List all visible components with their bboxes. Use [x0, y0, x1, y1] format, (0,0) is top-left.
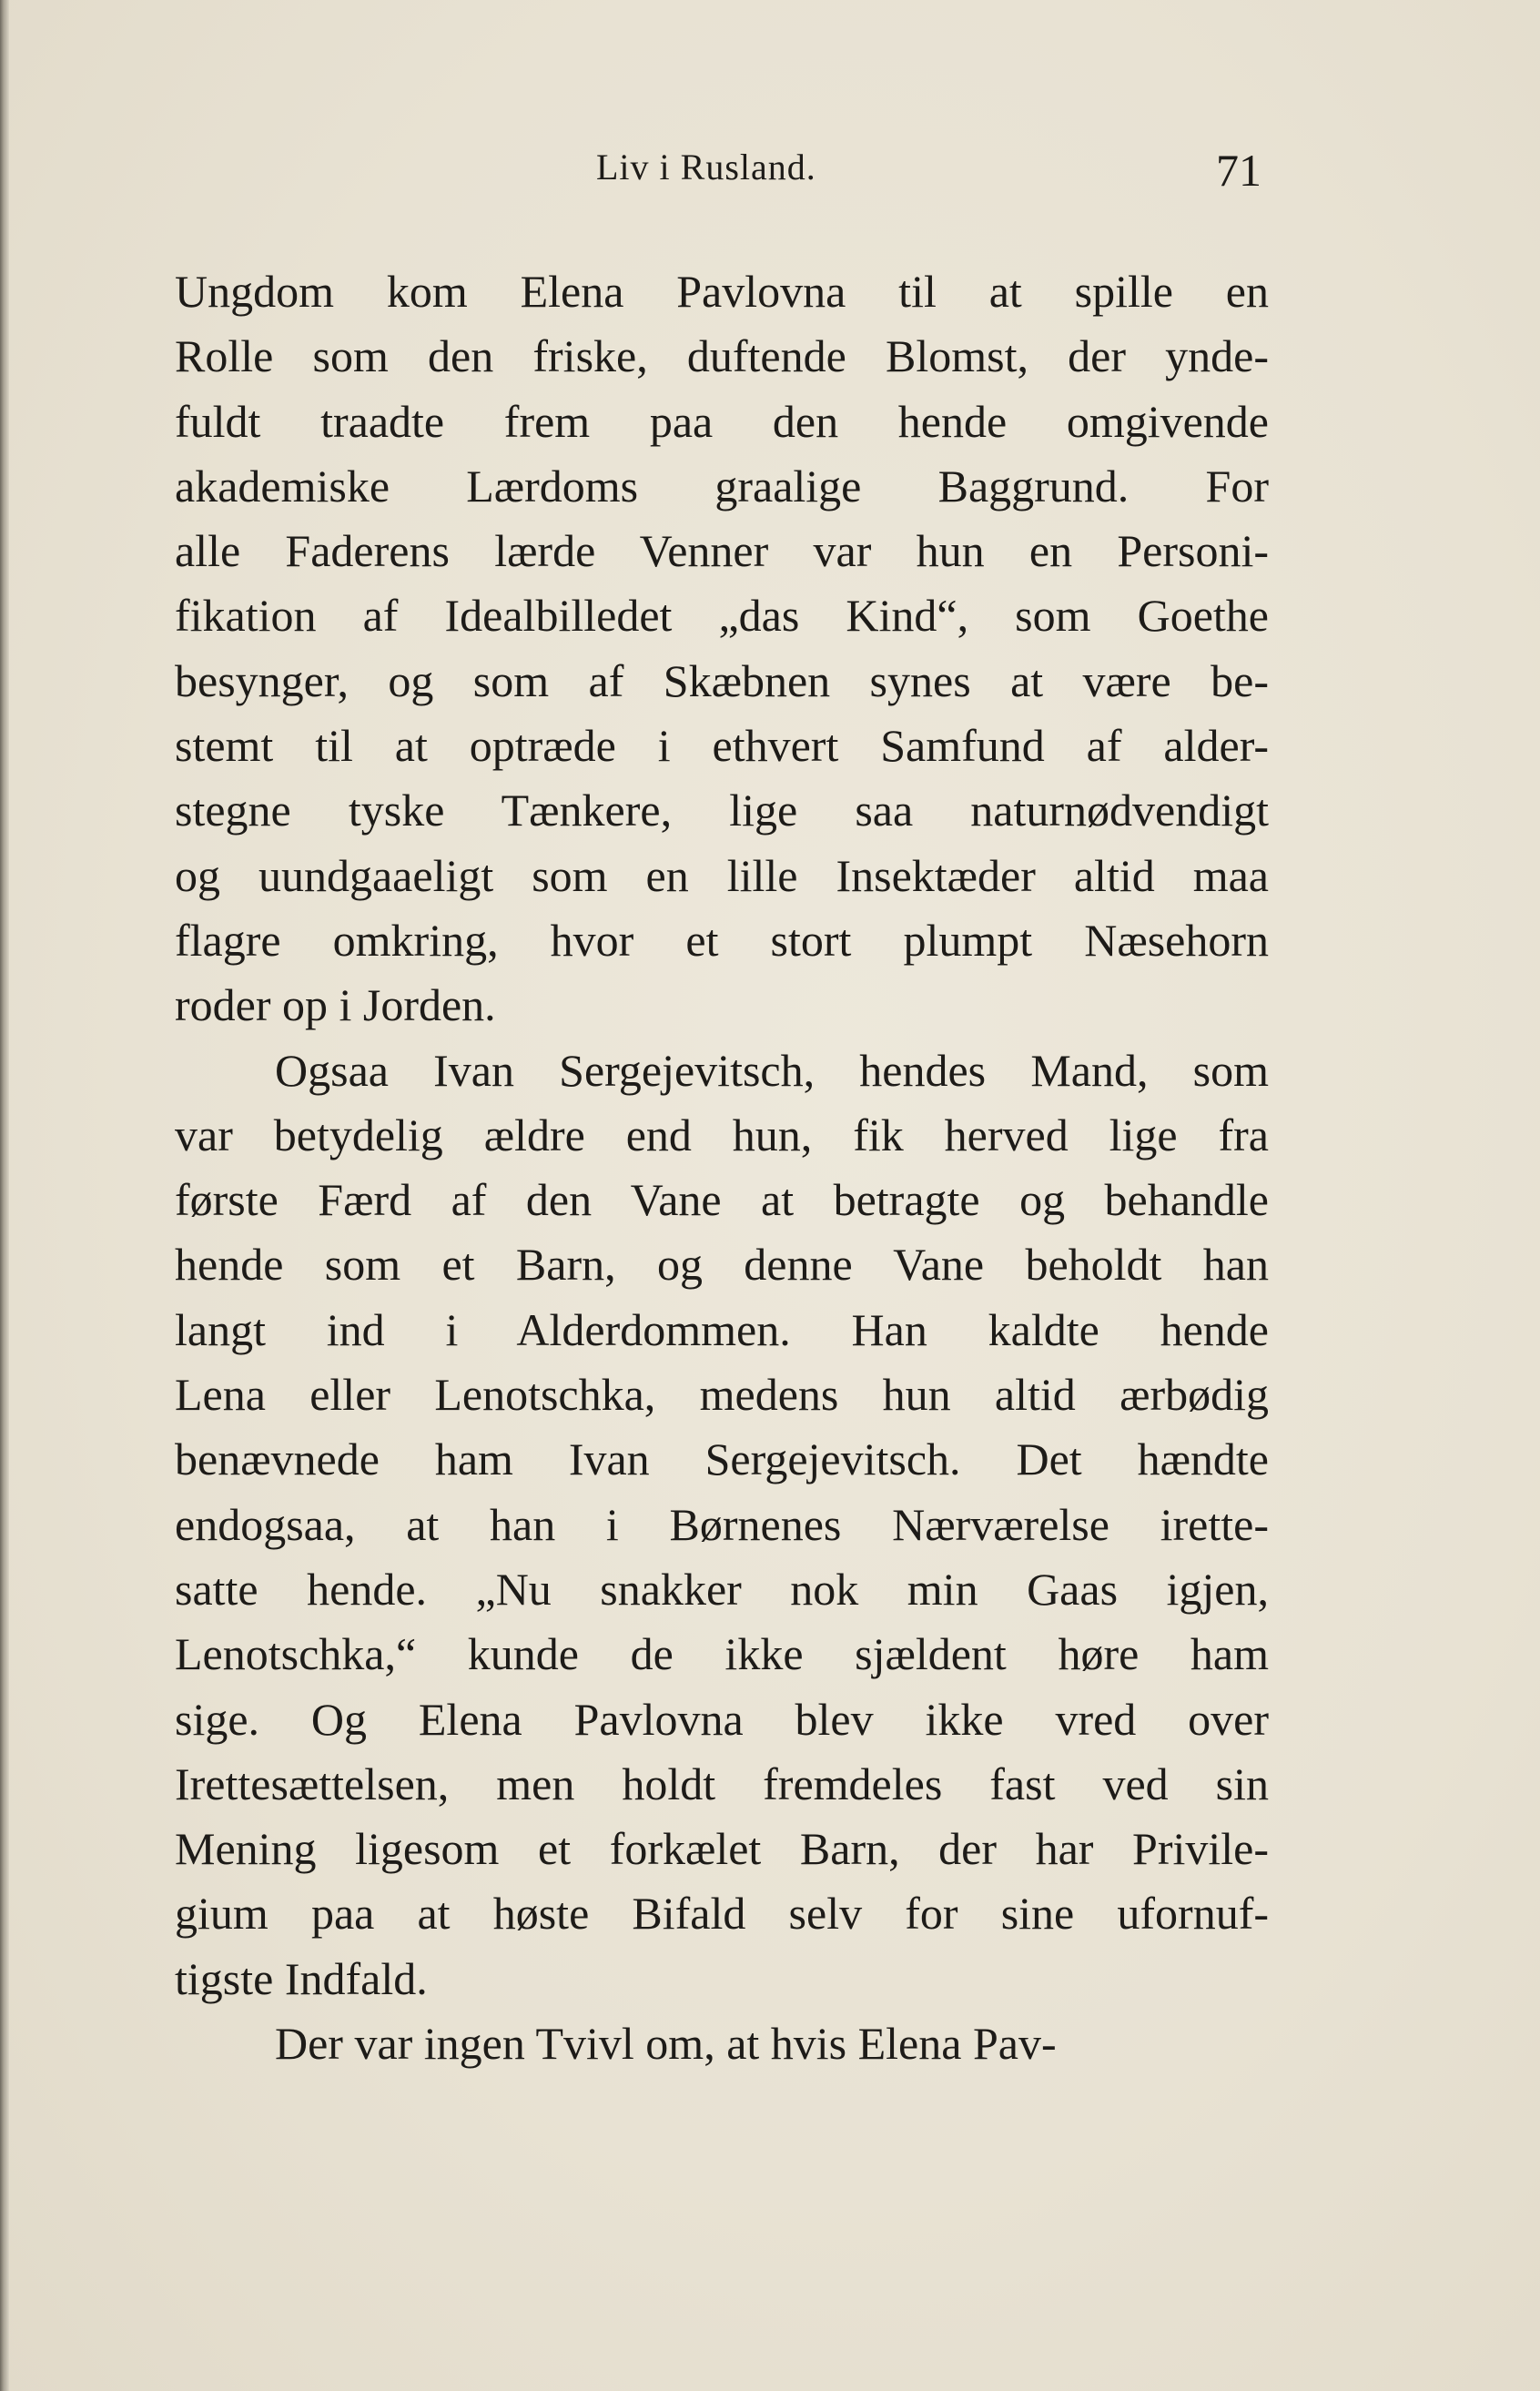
text-line: Rolle som den friske, duftende Blomst, der ynde-	[175, 330, 1269, 382]
text-line: fikation af Idealbilledet „das Kind“, som Goethe	[175, 590, 1269, 642]
text-line: besynger, og som af Skæbnen synes at være be-	[175, 654, 1269, 706]
text-line: benævnede ham Ivan Sergejevitsch. Det hændte	[175, 1434, 1269, 1485]
body-text	[175, 259, 1269, 2076]
text-line: fuldt traadte frem paa den hende omgivende	[175, 395, 1269, 447]
text-line: var betydelig ældre end hun, fik herved lige fra	[175, 1109, 1269, 1160]
text-line: stemt til at optræde i ethvert Samfund af alder-	[175, 720, 1269, 772]
page-number: 71	[1216, 145, 1261, 196]
text-line: Ungdom kom Elena Pavlovna til at spille en	[175, 266, 1269, 317]
text-line: akademiske Lærdoms graalige Baggrund. For	[175, 460, 1269, 512]
paragraph-end-line: roder op i Jorden.	[175, 979, 496, 1031]
text-line: alle Faderens lærde Venner var hun en Personi-	[175, 525, 1269, 577]
text-line: endogsaa, at han i Børnenes Nærværelse irette-	[175, 1498, 1269, 1550]
paragraph-start-line: Der var ingen Tvivl om, at hvis Elena Pav-	[275, 2018, 1057, 2070]
text-line: sige. Og Elena Pavlovna blev ikke vred over	[175, 1693, 1269, 1745]
text-line: Irettesættelsen, men holdt fremdeles fast ved sin	[175, 1758, 1269, 1809]
text-line: satte hende. „Nu snakker nok min Gaas igjen,	[175, 1563, 1269, 1615]
text-line: Mening ligesom et forkælet Barn, der har Privile-	[175, 1823, 1269, 1875]
text-line: hende som et Barn, og denne Vane beholdt han	[175, 1239, 1269, 1291]
text-line: stegne tyske Tænkere, lige saa naturnødvendigt	[175, 785, 1269, 836]
text-line: første Færd af den Vane at betragte og behandle	[175, 1174, 1269, 1226]
page-binding-edge	[0, 0, 9, 2391]
text-line: og uundgaaeligt som en lille Insektæder altid maa	[175, 849, 1269, 901]
text-line: langt ind i Alderdommen. Han kaldte hende	[175, 1303, 1269, 1355]
running-head: Liv i Rusland.	[596, 147, 816, 187]
text-line: Lena eller Lenotschka, medens hun altid ærbødig	[175, 1369, 1269, 1421]
text-line: Lenotschka,“ kunde de ikke sjældent høre ham	[175, 1628, 1269, 1680]
text-line: gium paa at høste Bifald selv for sine ufornuf-	[175, 1888, 1269, 1940]
paragraph-start-line: Ogsaa Ivan Sergejevitsch, hendes Mand, som	[275, 1044, 1269, 1096]
text-line: flagre omkring, hvor et stort plumpt Næsehorn	[175, 914, 1269, 966]
paragraph-end-line: tigste Indfald.	[175, 1952, 428, 2004]
